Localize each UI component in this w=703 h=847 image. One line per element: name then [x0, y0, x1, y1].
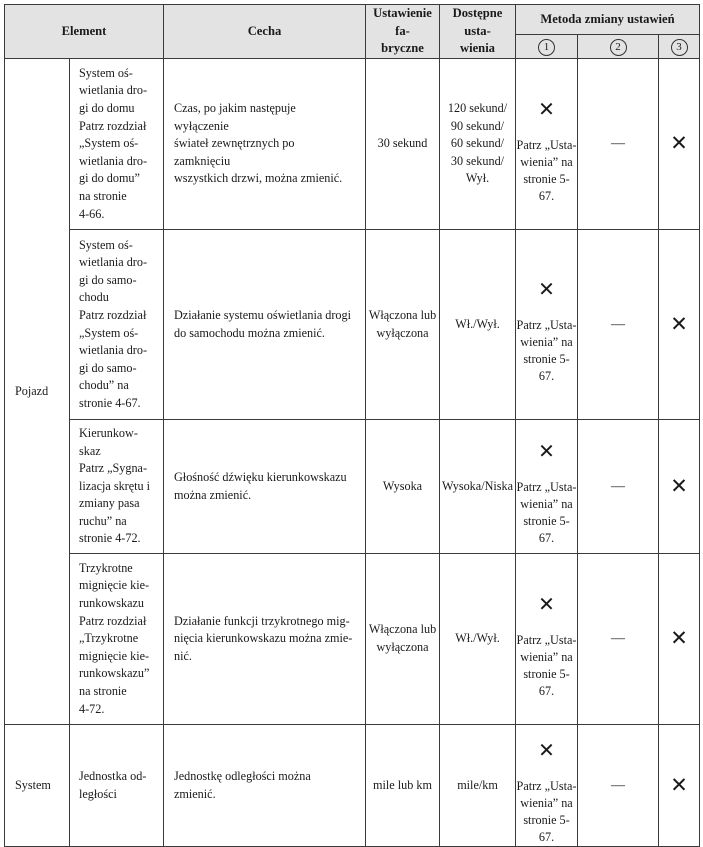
cross-icon: ✕ — [538, 98, 555, 121]
available-settings-cell: Wł./Wył. — [440, 230, 516, 420]
category-cell: System — [5, 725, 70, 847]
header-method-1 — [516, 35, 578, 59]
method-2-cell: — — [578, 59, 659, 230]
table-row — [5, 420, 700, 554]
circled-number-1: 1 — [538, 39, 555, 56]
feature-cell: Działanie funkcji trzykrotnego mig- nięcia kierunkowskazu można zmie- nić. — [164, 554, 366, 725]
category-cell: Pojazd — [5, 59, 70, 725]
available-settings-cell: Wł./Wył. — [440, 554, 516, 725]
method-2-cell: — — [578, 554, 659, 725]
feature-cell: Działanie systemu oświetlania drogi do samochodu można zmienić. — [164, 230, 366, 420]
element-cell: Kierunkow- skaz Patrz „Sygna- lizacja skrętu i zmiany pasa ruchu” na stronie 4-72. — [70, 420, 164, 554]
header-element: Element — [5, 5, 164, 59]
cross-icon: ✕ — [538, 279, 555, 301]
method-3-cross-icon: ✕ — [659, 420, 700, 554]
factory-setting-cell: mile lub km — [366, 725, 440, 847]
header-change-method: Metoda zmiany ustawień — [516, 5, 700, 35]
method-3-cross-icon: ✕ — [659, 554, 700, 725]
cross-icon: ✕ — [538, 441, 555, 463]
circled-number-2: 2 — [610, 39, 627, 56]
table-row — [5, 230, 700, 420]
feature-cell: Głośność dźwięku kierunkowskazu można zmienić. — [164, 420, 366, 554]
cross-icon: ✕ — [538, 740, 555, 762]
method-1-reference: Patrz „Usta- wienia” na stronie 5-67. — [516, 137, 577, 203]
feature-cell: Czas, po jakim następuje wyłączenie świateł zewnętrznych po zamknięciu wszystkich drzwi, można zmienić. — [164, 59, 366, 230]
circled-number-3: 3 — [671, 39, 688, 56]
table-row — [5, 554, 700, 725]
header-method-2 — [578, 35, 659, 59]
method-1-reference: Patrz „Usta- wienia” na stronie 5-67. — [516, 632, 577, 698]
cross-icon: ✕ — [538, 593, 555, 616]
header-factory-setting: Ustawienie fa- bryczne — [366, 5, 440, 59]
method-3-cross-icon: ✕ — [659, 725, 700, 847]
factory-setting-cell: Włączona lub wyłączona — [366, 554, 440, 725]
element-cell: System oś- wietlania dro- gi do domu Patrz rozdział „System oś- wietlania dro- gi do domu” na stronie 4-66. — [70, 59, 164, 230]
element-cell: Jednostka od- ległości — [70, 725, 164, 847]
method-1-cell — [516, 59, 578, 230]
method-1-cell — [516, 420, 578, 554]
method-3-cross-icon: ✕ — [659, 59, 700, 230]
element-cell: Trzykrotne mignięcie kie- runkowskazu Patrz rozdział „Trzykrotne mignięcie kie- runkowskazu” na stronie 4-72. — [70, 554, 164, 725]
table-row — [5, 59, 700, 230]
element-cell: System oś- wietlania dro- gi do samo- chodu Patrz rozdział „System oś- wietlania dro- gi do samo- chodu” na stronie 4-67. — [70, 230, 164, 420]
available-settings-cell: mile/km — [440, 725, 516, 847]
header-row — [5, 5, 700, 35]
method-3-cross-icon: ✕ — [659, 230, 700, 420]
method-1-reference: Patrz „Usta- wienia” na stronie 5-67. — [516, 779, 577, 844]
method-2-cell: — — [578, 420, 659, 554]
method-1-cell — [516, 230, 578, 420]
method-1-reference: Patrz „Usta- wienia” na stronie 5-67. — [516, 318, 577, 383]
header-feature: Cecha — [164, 5, 366, 59]
available-settings-cell: 120 sekund/ 90 sekund/ 60 sekund/ 30 sekund/ Wył. — [440, 59, 516, 230]
method-2-cell: — — [578, 230, 659, 420]
header-available-settings: Dostępne usta- wienia — [440, 5, 516, 59]
available-settings-cell: Wysoka/Niska — [440, 420, 516, 554]
factory-setting-cell: Wysoka — [366, 420, 440, 554]
feature-cell: Jednostkę odległości można zmienić. — [164, 725, 366, 847]
factory-setting-cell: Włączona lub wyłączona — [366, 230, 440, 420]
method-1-cell — [516, 554, 578, 725]
method-2-cell: — — [578, 725, 659, 847]
method-1-reference: Patrz „Usta- wienia” na stronie 5-67. — [516, 480, 577, 545]
header-method-3 — [659, 35, 700, 59]
factory-setting-cell: 30 sekund — [366, 59, 440, 230]
method-1-cell — [516, 725, 578, 847]
settings-table — [4, 4, 700, 847]
table-row — [5, 725, 700, 847]
